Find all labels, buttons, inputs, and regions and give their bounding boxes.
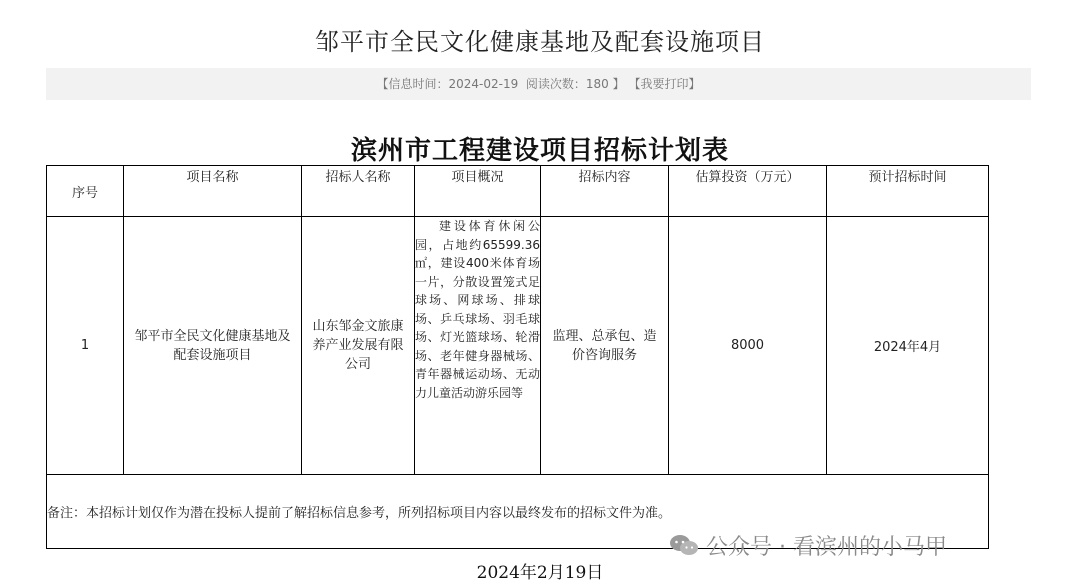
- header-tender-time: 预计招标时间: [827, 166, 989, 217]
- cell-content: [541, 217, 669, 475]
- watermark: [668, 528, 947, 562]
- cell-project-name: [124, 217, 302, 475]
- cell-tender-time: 2024年4月: [827, 217, 989, 475]
- info-open: 【信息时间：: [376, 77, 449, 91]
- cell-seq: 1: [47, 217, 124, 475]
- header-content: 招标内容: [541, 166, 669, 217]
- watermark-text: 公众号 · 看滨州的小马甲: [706, 534, 947, 560]
- header-investment: 估算投资（万元）: [669, 166, 827, 217]
- project-name-text: 邹平市全民文化健康基地及配套设施项目: [134, 328, 291, 363]
- cell-overview: [415, 217, 541, 475]
- reads-count: 180: [585, 77, 609, 91]
- header-seq: 序号: [47, 166, 124, 217]
- overview-text: 建设体育休闲公园，占地约65599.36㎡，建设400米体育场一片，分散设置笼式足球场、网球场、排球场、乒乓球场、羽毛球场、灯光篮球场、轮滑场、老年健身器械场、青年器械运动场、无动力儿童活动游乐园等: [415, 219, 540, 400]
- tender-plan-table: [46, 165, 989, 549]
- table-header-row: [47, 166, 989, 217]
- tenderer-text: 山东邹金文旅康养产业发展有限公司: [312, 319, 404, 372]
- cell-investment: 8000: [669, 217, 827, 475]
- content-text: 监理、总承包、造价咨询服务: [552, 328, 657, 363]
- header-overview: 项目概况: [415, 166, 541, 217]
- table-row: [47, 217, 989, 475]
- table-title: 滨州市工程建设项目招标计划表: [350, 136, 729, 166]
- note-cell: 备注：本招标计划仅作为潜在投标人提前了解招标信息参考，所列招标项目内容以最终发布的招标文件为准。: [47, 475, 989, 549]
- wechat-icon: [668, 533, 700, 557]
- info-date: 2024-02-19: [448, 77, 519, 91]
- header-tenderer: 招标人名称: [302, 166, 415, 217]
- cell-tenderer: [302, 217, 415, 475]
- info-close: 】: [612, 77, 625, 91]
- page-title: 邹平市全民文化健康基地及配套设施项目: [315, 28, 765, 56]
- info-bar: [46, 68, 1031, 100]
- date-line: 2024年2月19日: [476, 563, 604, 583]
- print-link[interactable]: 【我要打印】: [628, 77, 701, 91]
- header-project-name: 项目名称: [124, 166, 302, 217]
- reads-label: 阅读次数：: [525, 77, 586, 91]
